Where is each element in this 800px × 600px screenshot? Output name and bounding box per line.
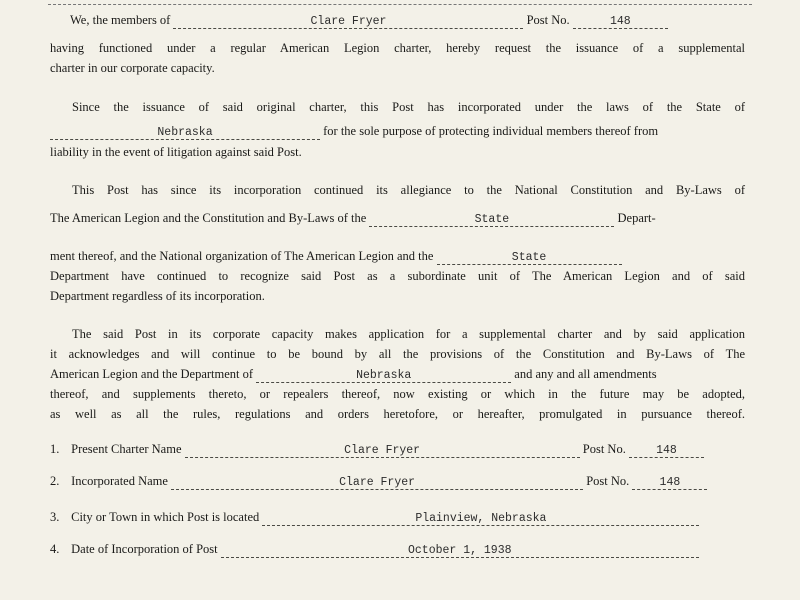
para3-line2-end: Depart-	[617, 211, 656, 225]
item-3	[50, 509, 699, 526]
item-2-post-no-field: 148	[632, 476, 707, 490]
state-field: Nebraska	[50, 126, 320, 140]
para4-line3	[50, 366, 657, 383]
top-dashed-rule	[48, 0, 752, 5]
para4-line2: it acknowledges and will continue to be bound by all the provisions of the Constitution and By-Laws of The	[50, 347, 745, 361]
item-4-label: Date of Incorporation of Post	[71, 542, 218, 556]
item-1-post-no-label: Post No.	[582, 442, 626, 456]
para2-line1: Since the issuance of said original charter, this Post has incorporated under the laws of the State of	[72, 100, 745, 114]
post-no-field: 148	[573, 15, 668, 29]
incorporated-name-field: Clare Fryer	[171, 476, 583, 490]
item-2-number: 2.	[50, 474, 60, 488]
para1-line2: having functioned under a regular American Legion charter, hereby request the issuance of a supplemental	[50, 41, 745, 55]
item-2	[50, 473, 707, 490]
city-or-town-field: Plainview, Nebraska	[262, 512, 699, 526]
para3-line4: Department have continued to recognize said Post as a subordinate unit of The American Legion and of said	[50, 269, 745, 283]
para3-line2	[50, 210, 656, 227]
item-1-label: Present Charter Name	[71, 442, 182, 456]
item-3-label: City or Town in which Post is located	[71, 510, 260, 524]
post-name-field: Clare Fryer	[173, 15, 523, 29]
para1-line1	[70, 12, 668, 29]
date-of-incorporation-field: October 1, 1938	[221, 544, 699, 558]
para3-line3	[50, 248, 622, 265]
department-field-2: State	[437, 251, 622, 265]
item-1-number: 1.	[50, 442, 60, 456]
department-field-1: State	[369, 213, 614, 227]
post-no-label: Post No.	[526, 13, 570, 27]
para1-line3: charter in our corporate capacity.	[50, 61, 215, 75]
para4-line1: The said Post in its corporate capacity makes application for a supplemental charter and by said application	[72, 327, 745, 341]
present-charter-name-field: Clare Fryer	[185, 444, 580, 458]
para3-line2-lead: The American Legion and the Constitution and By-Laws of the	[50, 211, 367, 225]
para3-line3-lead: ment thereof, and the National organization of The American Legion and the	[50, 249, 434, 263]
item-1-post-no-field: 148	[629, 444, 704, 458]
item-2-post-no-label: Post No.	[586, 474, 630, 488]
para2-line2	[50, 123, 658, 140]
item-3-number: 3.	[50, 510, 60, 524]
para3-line5: Department regardless of its incorporation.	[50, 289, 265, 303]
item-2-label: Incorporated Name	[71, 474, 168, 488]
para4-line3-lead: American Legion and the Department of	[50, 367, 254, 381]
item-4	[50, 541, 699, 558]
para1-lead: We, the members of	[70, 13, 171, 27]
item-1	[50, 441, 704, 458]
para4-line4: thereof, and supplements thereto, or repealers thereof, now existing or which in the future may be adopted,	[50, 387, 745, 401]
item-4-number: 4.	[50, 542, 60, 556]
para4-line3-end: and any and all amendments	[514, 367, 657, 381]
para2-line2-rest: for the sole purpose of protecting individual members thereof from	[323, 124, 659, 138]
para4-line5: as well as all the rules, regulations and orders heretofore, or hereafter, promulgated in pursuance thereof.	[50, 407, 745, 421]
para3-line1: This Post has since its incorporation continued its allegiance to the National Constitution and By-Laws of	[72, 183, 745, 197]
para2-line3: liability in the event of litigation against said Post.	[50, 145, 302, 159]
department-of-field: Nebraska	[256, 369, 511, 383]
